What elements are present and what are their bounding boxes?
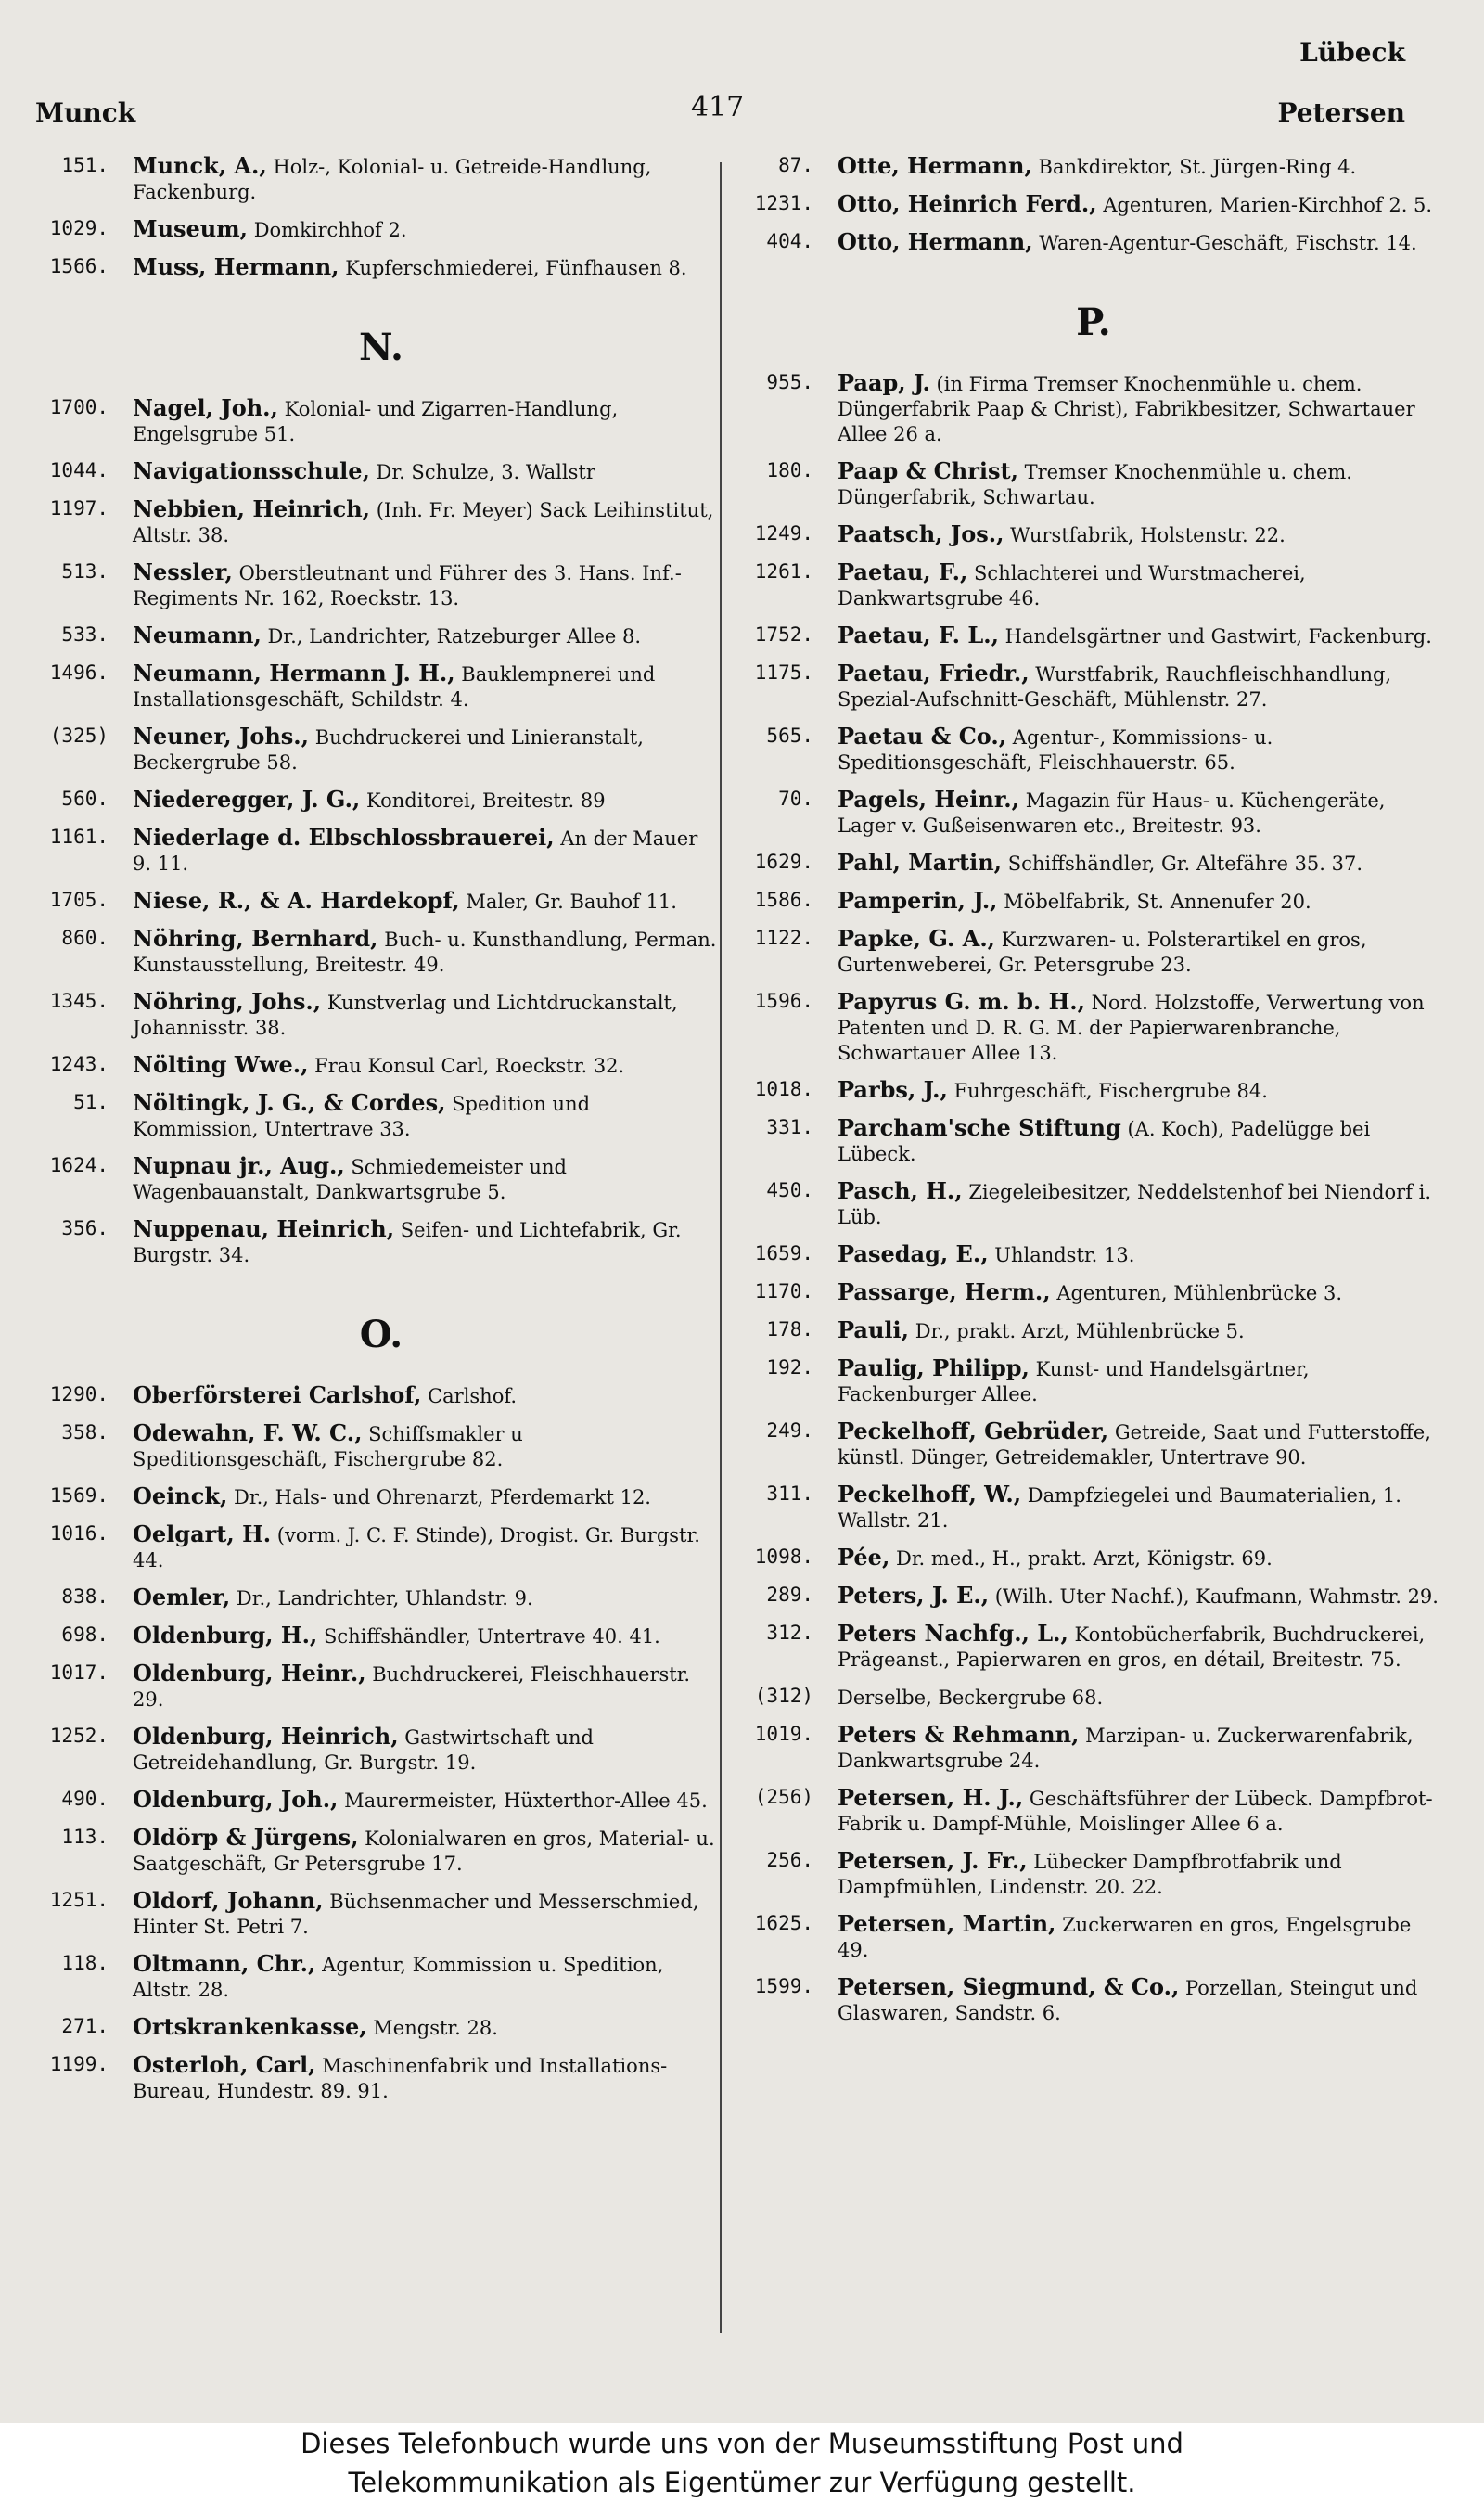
directory-entry [747,661,1440,712]
entry-name: Oldörp & Jürgens, [133,1824,359,1851]
entry-name: Petersen, Siegmund, & Co., [838,1973,1180,2000]
directory-entry [42,1951,721,2003]
entry-name: Papyrus G. m. b. H., [838,988,1085,1015]
entry-details: Agenturen, Mühlenbrücke 3. [1056,1282,1343,1304]
phone-number: 1596. [754,990,813,1012]
entry-name: Niese, R., & A. Hardekopf, [133,887,460,914]
entry-name: Otto, Heinrich Ferd., [838,190,1097,217]
entry-name: Pauli, [838,1316,909,1343]
phone-number: (256) [754,1786,813,1808]
directory-entry [42,1787,721,1814]
entry-name: Oldorf, Johann, [133,1887,324,1914]
page-number: 417 [691,91,745,123]
entry-details: Dr., Hals- und Ohrenarzt, Pferdemarkt 12. [234,1486,651,1508]
directory-entry [747,1684,1440,1711]
phone-number: 356. [61,1217,109,1239]
entry-name: Ortskrankenkasse, [133,2013,367,2040]
entry-name: Niederegger, J. G., [133,786,361,813]
entry-details: Maurermeister, Hüxterthor-Allee 45. [344,1790,708,1812]
directory-entry [42,622,721,649]
directory-entry [747,1621,1440,1673]
entry-name: Petersen, J. Fr., [838,1847,1028,1874]
directory-entry [747,1418,1440,1470]
phone-number: (325) [49,725,109,747]
phone-number: 1496. [49,661,109,684]
entry-details: Schlachterei und Wurstmacherei, Dankwartsgrube 46. [838,562,1306,609]
right-column [747,153,1440,2037]
entry-details: Kolonialwaren en gros, Material- u. Saatgeschäft, Gr Petersgrube 17. [133,1828,715,1875]
entry-name: Pahl, Martin, [838,849,1002,876]
phone-number: 1175. [754,661,813,684]
entry-name: Petersen, Martin, [838,1910,1056,1937]
section-letter: N. [359,326,403,369]
phone-number: 560. [61,788,109,810]
entry-details: (in Firma Tremser Knochenmühle u. chem. Düngerfabrik Paap & Christ), Fabrikbesitzer, Schwartauer Allee 26 a. [838,373,1415,445]
directory-entry [747,1545,1440,1572]
entry-details: Holz-, Kolonial- u. Getreide-Handlung, Fackenburg. [133,156,652,203]
entry-name: Paap, J. [838,369,930,396]
directory-entry [747,989,1440,1066]
phone-number: 513. [61,560,109,583]
phone-number: 180. [766,459,813,481]
entry-name: Papke, G. A., [838,925,996,952]
entry-details: Dampfziegelei und Baumaterialien, 1. Wallstr. 21. [838,1484,1401,1532]
phone-number: 1700. [49,396,109,418]
entry-details: Porzellan, Steingut und Glaswaren, Sandstr. 6. [838,1977,1418,2024]
entry-name: Paetau & Co., [838,723,1007,750]
directory-entry [747,1115,1440,1167]
entry-name: Navigationsschule, [133,457,370,484]
entry-name: Nessler, [133,558,233,585]
phone-number: 1098. [754,1546,813,1568]
directory-entry [42,1724,721,1776]
entry-details: Agenturen, Marien-Kirchhof 2. 5. [1103,194,1433,216]
entry-details: Buchdruckerei und Linieranstalt, Beckergrube 58. [133,726,644,774]
phone-number: (312) [754,1685,813,1707]
entry-details: Agentur-, Kommissions- u. Speditionsgeschäft, Fleischhauerstr. 65. [838,726,1273,774]
entry-name: Nuppenau, Heinrich, [133,1215,395,1242]
entry-name: Pée, [838,1544,890,1571]
directory-entry [42,825,721,877]
directory-entry [42,1521,721,1573]
phone-number: 1290. [49,1383,109,1405]
phone-number: 1569. [49,1484,109,1507]
directory-entry [747,1178,1440,1230]
directory-entry [747,787,1440,839]
entry-details: Kunst- und Handelsgärtner, Fackenburger Allee. [838,1358,1310,1405]
phone-number: 1251. [49,1889,109,1911]
entry-details: Frau Konsul Carl, Roeckstr. 32. [314,1055,625,1077]
entry-details: Oberstleutnant und Führer des 3. Hans. Inf.-Regiments Nr. 162, Roeckstr. 13. [133,562,682,609]
phone-number: 1170. [754,1280,813,1302]
left-column [42,153,721,2115]
entry-details: (vorm. J. C. F. Stinde), Drogist. Gr. Burgstr. 44. [133,1524,700,1572]
phone-number: 1029. [49,217,109,239]
entry-details: Seifen- und Lichtefabrik, Gr. Burgstr. 34. [133,1219,682,1266]
phone-number: 565. [766,725,813,747]
phone-number: 1018. [754,1078,813,1100]
directory-entry [42,888,721,915]
entry-details: Schiffsmakler u Speditionsgeschäft, Fischergrube 82. [133,1423,523,1470]
phone-number: 404. [766,230,813,252]
entry-name: Peckelhoff, W., [838,1481,1022,1508]
entry-name: Peters Nachfg., L., [838,1620,1068,1647]
entry-name: Muss, Hermann, [133,253,339,280]
entry-details: Möbelfabrik, St. Annenufer 20. [1004,891,1311,913]
directory-entry [42,2052,721,2104]
entry-name: Odewahn, F. W. C., [133,1419,363,1446]
entry-details: Zuckerwaren en gros, Engelsgrube 49. [838,1914,1412,1961]
entry-name: Pasedag, E., [838,1240,989,1267]
entry-details: Waren-Agentur-Geschäft, Fischstr. 14. [1039,232,1417,254]
entry-details: An der Mauer 9. 11. [133,828,698,875]
phone-number: 1629. [754,851,813,873]
entry-details: Carlshof. [428,1385,518,1407]
entry-name: Osterloh, Carl, [133,2051,316,2078]
entry-details: Wurstfabrik, Rauchfleischhandlung, Spezial-Aufschnitt-Geschäft, Mühlenstr. 27. [838,663,1392,711]
entry-name: Oelgart, H. [133,1520,272,1547]
directory-entry [747,458,1440,510]
phone-number: 87. [778,154,813,176]
entry-details: Buchdruckerei, Fleischhauerstr. 29. [133,1663,691,1711]
entry-details: Kurzwaren- u. Polsterartikel en gros, Gurtenweberei, Gr. Petersgrube 23. [838,929,1367,976]
entry-name: Paap & Christ, [838,457,1018,484]
entry-details: Dr. Schulze, 3. Wallstr [376,461,595,483]
directory-entry [42,661,721,712]
directory-entry [747,1355,1440,1407]
entry-details: (Wilh. Uter Nachf.), Kaufmann, Wahmstr. 29. [994,1585,1439,1608]
directory-entry [747,1911,1440,1963]
phone-number: 860. [61,927,109,949]
directory-entry [42,1090,721,1142]
phone-number: 1243. [49,1053,109,1075]
entry-name: Nöhring, Bernhard, [133,925,378,952]
phone-number: 1019. [754,1723,813,1745]
footer-notice [0,2423,1484,2502]
phone-number: 1017. [49,1662,109,1684]
directory-entry [42,926,721,978]
directory-entry [42,1052,721,1079]
entry-name: Museum, [133,215,248,242]
entry-details: Kontobücherfabrik, Buchdruckerei, Prägeanst., Papierwaren en gros, en détail, Breitestr. 75. [838,1623,1426,1671]
entry-name: Nöltingk, J. G., & Cordes, [133,1089,446,1116]
directory-entry [747,1974,1440,2026]
directory-entry [747,888,1440,915]
phone-number: 450. [766,1179,813,1201]
entry-details: Dr., Landrichter, Uhlandstr. 9. [236,1587,533,1610]
directory-entry [747,229,1440,256]
entry-details: Nord. Holzstoffe, Verwertung von Patenten und D. R. G. M. der Papierwarenbranche, Schwartauer Allee 13. [838,992,1425,1064]
directory-entry [42,458,721,485]
entry-name: Munck, A., [133,152,267,179]
phone-number: 289. [766,1584,813,1606]
right-catchword: Petersen [1277,97,1405,128]
entry-name: Otte, Hermann, [838,152,1032,179]
entry-name: Oldenburg, Heinrich, [133,1723,399,1750]
phone-number: 1345. [49,990,109,1012]
phone-number: 1566. [49,255,109,277]
entry-name: Paetau, F. L., [838,622,999,648]
directory-entry [42,787,721,814]
entry-details: Getreide, Saat und Futterstoffe, künstl. Dünger, Getreidemakler, Untertrave 90. [838,1421,1431,1469]
entry-details: Kupferschmiederei, Fünfhausen 8. [345,257,687,279]
directory-entry [42,1888,721,1940]
entry-details: Uhlandstr. 13. [994,1244,1135,1266]
entry-details: Kolonial- und Zigarren-Handlung, Engelsgrube 51. [133,398,619,445]
entry-details: Spedition und Kommission, Untertrave 33. [133,1093,591,1140]
entry-details: Fuhrgeschäft, Fischergrube 84. [953,1080,1268,1102]
entry-name: Niederlage d. Elbschlossbrauerei, [133,824,555,851]
directory-entry [42,1382,721,1409]
left-catchword: Munck [35,97,136,128]
phone-number: 70. [778,788,813,810]
phone-number: 249. [766,1419,813,1442]
directory-entry [42,395,721,447]
directory-entry [42,1420,721,1472]
directory-entry [42,254,721,281]
entry-details: (Inh. Fr. Meyer) Sack Leihinstitut, Altstr. 38. [133,499,714,546]
entry-name: Parbs, J., [838,1076,948,1103]
directory-entry [42,1585,721,1611]
phone-number: 1252. [49,1725,109,1747]
entry-details: Domkirchhof 2. [253,219,407,241]
entry-details: Geschäftsführer der Lübeck. Dampfbrot-Fabrik u. Dampf-Mühle, Moislinger Allee 6 a. [838,1788,1433,1835]
phone-number: 1752. [754,623,813,646]
phone-number: 1016. [49,1522,109,1545]
phone-number: 311. [766,1482,813,1505]
entry-details: Ziegeleibesitzer, Neddelstenhof bei Niendorf i. Lüb. [838,1181,1432,1228]
phone-number: 1624. [49,1154,109,1176]
directory-entry [747,724,1440,776]
directory-entry [42,989,721,1041]
entry-name: Oltmann, Chr., [133,1950,316,1977]
entry-name: Oberförsterei Carlshof, [133,1381,422,1408]
phone-number: 955. [766,371,813,393]
directory-entry [42,216,721,243]
directory-entry [42,724,721,776]
phone-number: 1161. [49,826,109,848]
directory-entry [747,1241,1440,1268]
entry-details: Magazin für Haus- u. Küchengeräte, Lager v. Gußeisenwaren etc., Breitestr. 93. [838,789,1386,837]
entry-name: Peters, J. E., [838,1582,990,1609]
phone-number: 1199. [49,2053,109,2075]
entry-name: Oldenburg, H., [133,1622,318,1649]
phone-number: 331. [766,1116,813,1138]
phone-number: 1197. [49,497,109,520]
phone-number: 1625. [754,1912,813,1934]
entry-details: Maler, Gr. Bauhof 11. [466,891,677,913]
entry-details: Kunstverlag und Lichtdruckanstalt, Johannisstr. 38. [133,992,678,1039]
phone-number: 1231. [754,192,813,214]
entry-name: Nölting Wwe., [133,1051,309,1078]
directory-entry [747,1785,1440,1837]
entry-name: Parcham'sche Stiftung [838,1114,1121,1141]
phone-number: 1586. [754,889,813,911]
phone-number: 192. [766,1356,813,1379]
footer-line-2: Telekommunikation als Eigentümer zur Verfügung gestellt. [348,2467,1136,2498]
phone-number: 1122. [754,927,813,949]
phone-number: 358. [61,1421,109,1443]
phone-number: 698. [61,1623,109,1646]
entry-details: Schiffshändler, Untertrave 40. 41. [323,1625,660,1648]
phone-number: 151. [61,154,109,176]
entry-details: Dr. med., H., prakt. Arzt, Königstr. 69. [895,1547,1273,1570]
directory-entry [42,153,721,205]
entry-details: Tremser Knochenmühle u. chem. Düngerfabrik, Schwartau. [838,461,1352,508]
entry-details: Maschinenfabrik und Installations-Bureau, Hundestr. 89. 91. [133,2055,668,2102]
entry-name: Paetau, Friedr., [838,660,1030,686]
directory-entry [42,1153,721,1205]
phone-number: 1599. [754,1975,813,1997]
entry-details: Schiffshändler, Gr. Altefähre 35. 37. [1007,853,1363,875]
entry-name: Paatsch, Jos., [838,520,1004,547]
section-letter: P. [1076,301,1111,344]
directory-entry [747,1722,1440,1774]
entry-name: Peters & Rehmann, [838,1721,1080,1748]
entry-name: Nebbien, Heinrich, [133,495,371,522]
phone-number: 838. [61,1585,109,1608]
entry-details: Büchsenmacher und Messerschmied, Hinter St. Petri 7. [133,1891,699,1938]
entry-details: Konditorei, Breitestr. 89 [365,789,606,812]
phone-number: 1261. [754,560,813,583]
directory-entry [747,1583,1440,1610]
entry-details: Buch- u. Kunsthandlung, Perman. Kunstausstellung, Breitestr. 49. [133,929,717,976]
entry-name: Nupnau jr., Aug., [133,1152,345,1179]
directory-entry [747,559,1440,611]
entry-details: Agentur, Kommission u. Spedition, Altstr. 28. [133,1954,664,2001]
directory-entry [42,1661,721,1713]
phone-number: 490. [61,1788,109,1810]
directory-entry [42,496,721,548]
directory-entry [747,1317,1440,1344]
phone-number: 533. [61,623,109,646]
directory-entry [747,1279,1440,1306]
entry-name: Paetau, F., [838,558,968,585]
entry-name: Petersen, H. J., [838,1784,1024,1811]
directory-entry [747,521,1440,548]
entry-details: Lübecker Dampfbrotfabrik und Dampfmühlen, Lindenstr. 20. 22. [838,1851,1342,1898]
phone-number: 178. [766,1318,813,1341]
directory-entry [42,2014,721,2041]
entry-name: Nöhring, Johs., [133,988,322,1015]
directory-entry [42,1825,721,1877]
city-heading: Lübeck [1299,37,1405,68]
entry-name: Oldenburg, Joh., [133,1786,339,1813]
footer-line-1: Dieses Telefonbuch wurde uns von der Museumsstiftung Post und [301,2428,1183,2459]
entry-details: Dr., prakt. Arzt, Mühlenbrücke 5. [915,1320,1245,1342]
entry-name: Oldenburg, Heinr., [133,1660,366,1687]
phone-number: 113. [61,1826,109,1848]
directory-entry [747,370,1440,447]
entry-name: Passarge, Herm., [838,1278,1051,1305]
directory-entry [747,191,1440,218]
section-letter: O. [359,1313,403,1356]
entry-name: Neumann, Hermann J. H., [133,660,455,686]
entry-name: Neuner, Johs., [133,723,310,750]
entry-details: Derselbe, Beckergrube 68. [838,1687,1104,1709]
entry-details: Bankdirektor, St. Jürgen-Ring 4. [1038,156,1357,178]
entry-details: Gastwirtschaft und Getreidehandlung, Gr. Burgstr. 19. [133,1726,594,1774]
entry-name: Pamperin, J., [838,887,998,914]
entry-details: Marzipan- u. Zuckerwarenfabrik, Dankwartsgrube 24. [838,1725,1414,1772]
entry-details: (A. Koch), Padelügge bei Lübeck. [838,1118,1371,1165]
entry-name: Pasch, H., [838,1177,963,1204]
directory-entry [42,1623,721,1649]
entry-name: Paulig, Philipp, [838,1354,1030,1381]
directory-entry [42,1216,721,1268]
directory-entry [747,1077,1440,1104]
entry-details: Handelsgärtner und Gastwirt, Fackenburg. [1004,625,1432,648]
phone-number: 1659. [754,1242,813,1264]
directory-entry [747,850,1440,877]
entry-details: Wurstfabrik, Holstenstr. 22. [1010,524,1286,546]
entry-name: Otto, Hermann, [838,228,1033,255]
entry-name: Pagels, Heinr., [838,786,1020,813]
entry-details: Bauklempnerei und Installationsgeschäft, Schildstr. 4. [133,663,656,711]
directory-entry [747,622,1440,649]
entry-details: Dr., Landrichter, Ratzeburger Allee 8. [267,625,642,648]
directory-entry [747,926,1440,978]
entry-name: Oeinck, [133,1482,228,1509]
phone-number: 1044. [49,459,109,481]
phone-number: 271. [61,2015,109,2037]
directory-entry [42,559,721,611]
entry-name: Peckelhoff, Gebrüder, [838,1418,1109,1444]
directory-entry [747,153,1440,180]
entry-details: Mengstr. 28. [373,2017,498,2039]
phone-number: 51. [73,1091,109,1113]
entry-name: Nagel, Joh., [133,394,278,421]
phone-number: 312. [766,1622,813,1644]
phone-number: 1249. [754,522,813,545]
entry-name: Neumann, [133,622,262,648]
entry-name: Oemler, [133,1584,231,1610]
phone-number: 118. [61,1952,109,1974]
directory-entry [747,1848,1440,1900]
entry-details: Schmiedemeister und Wagenbauanstalt, Dankwartsgrube 5. [133,1156,567,1203]
phone-number: 1705. [49,889,109,911]
directory-entry [747,1482,1440,1533]
phone-number: 256. [766,1849,813,1871]
directory-entry [42,1483,721,1510]
